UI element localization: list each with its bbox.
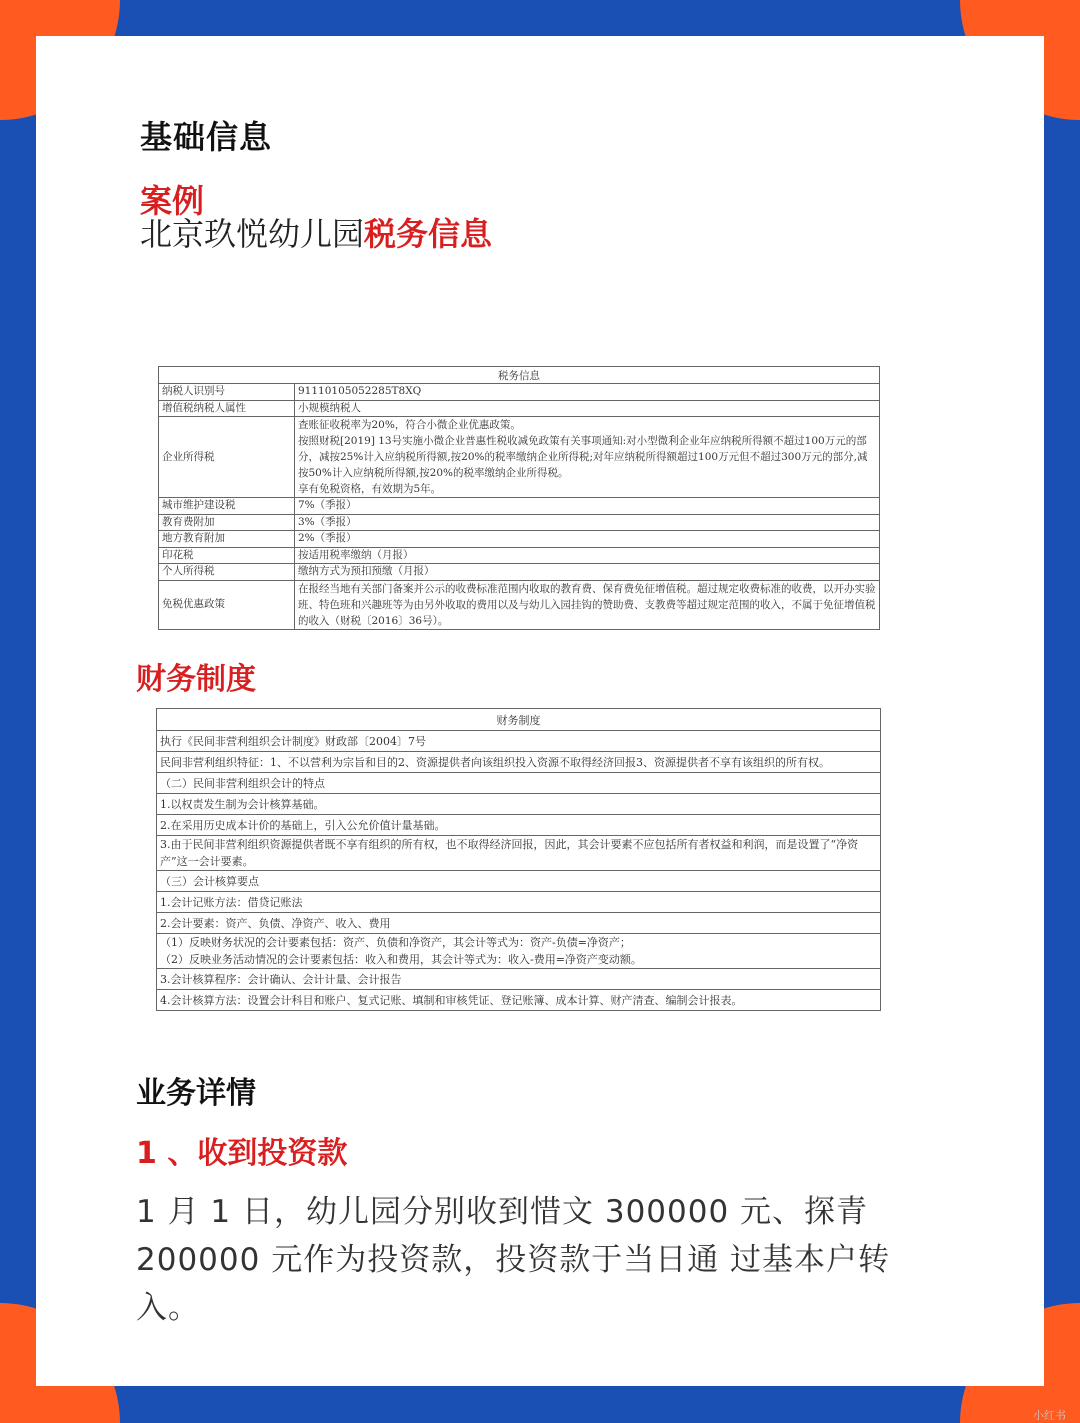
table-cell: 2.在采用历史成本计价的基础上，引入公允价值计量基础。	[157, 815, 881, 836]
table-key: 印花税	[159, 547, 295, 564]
table-key: 增值税纳税人属性	[159, 400, 295, 417]
table-key: 企业所得税	[159, 417, 295, 498]
table-row	[157, 773, 881, 794]
table-cell: 2.会计要素：资产、负债、净资产、收入、费用	[157, 913, 881, 934]
table-cell: （1）反映财务状况的会计要素包括：资产、负债和净资产，其会计等式为：资产-负债=净资产； （2）反映业务活动情况的会计要素包括：收入和费用，其会计等式为：收入-费用=净资产变动额。	[157, 934, 881, 969]
table-cell: 4.会计核算方法：设置会计科目和账户、复式记账、填制和审核凭证、登记账簿、成本计算、财产清查、编制会计报表。	[157, 990, 881, 1011]
table-key: 个人所得税	[159, 564, 295, 581]
table-row	[159, 384, 880, 401]
table-row	[159, 400, 880, 417]
table-cell: 1.以权责发生制为会计核算基础。	[157, 794, 881, 815]
finance-system-table	[156, 708, 881, 1011]
finance-heading: 财务制度	[136, 662, 256, 697]
table-value: 91110105052285T8XQ	[295, 384, 880, 401]
table-value: 小规模纳税人	[295, 400, 880, 417]
table-row	[159, 531, 880, 548]
table-value	[295, 417, 880, 498]
document-page	[36, 36, 1044, 1386]
table-cell: 1.会计记账方法：借贷记账法	[157, 892, 881, 913]
table-row	[157, 815, 881, 836]
table-key: 免税优惠政策	[159, 580, 295, 629]
table-value: 按适用税率缴纳（月报）	[295, 547, 880, 564]
table-cell: 民间非营利组织特征：1、不以营利为宗旨和目的2、资源提供者向该组织投入资源不取得经济回报3、资源提供者不享有该组织的所有权。	[157, 752, 881, 773]
table-value: 在报经当地有关部门备案并公示的收费标准范围内收取的教育费、保育费免征增值税。超过规定收费标准的收费，以开办实验班、特色班和兴趣班等为由另外收取的费用以及与幼儿入园挂钩的赞助费、支教费等超过规定范围的收入，不属于免征增值税的收入（财税〔2016〕36号）。	[295, 580, 880, 629]
table-row	[157, 990, 881, 1011]
table-cell: （三）会计核算要点	[157, 871, 881, 892]
table-cell: 3.会计核算程序：会计确认、会计计量、会计报告	[157, 969, 881, 990]
case-title-plain: 北京玖悦幼儿园	[140, 215, 365, 253]
table-row	[157, 836, 881, 871]
table-row	[157, 913, 881, 934]
item-1-heading: 1 、收到投资款	[136, 1136, 348, 1171]
table-row	[157, 871, 881, 892]
table-row	[159, 564, 880, 581]
table-row	[159, 580, 880, 629]
table-row	[157, 934, 881, 969]
table-row	[157, 892, 881, 913]
table-row	[159, 514, 880, 531]
tax-line: 按照财税[2019] 13号实施小微企业普惠性税收减免政策有关事项通知:对小型微利企业年应纳税所得额不超过100万元的部分，减按25%计入应纳税所得额,按20%的税率缴纳企业所得税;对年应纳税所得额超过100万元但不超过300万元的部分,减按50%计入应纳税所得额,按20%的税率缴纳企业所得税。	[298, 435, 868, 479]
table-value: 缴纳方式为预扣预缴（月报）	[295, 564, 880, 581]
table-value: 2%（季报）	[295, 531, 880, 548]
tax-table-title: 税务信息	[159, 367, 880, 384]
table-row	[159, 417, 880, 498]
case-title-red: 税务信息	[364, 215, 493, 253]
watermark: 小红书	[1033, 1409, 1066, 1422]
table-value: 7%（季报）	[295, 498, 880, 515]
basic-info-heading: 基础信息	[140, 118, 273, 156]
item-1-paragraph: 1 月 1 日，幼儿园分别收到惜文 300000 元、探青 200000 元作为投资款，投资款于当日通 过基本户转入。	[136, 1194, 891, 1326]
table-key: 纳税人识别号	[159, 384, 295, 401]
table-cell: 执行《民间非营利组织会计制度》财政部〔2004〕7号	[157, 731, 881, 752]
table-value: 3%（季报）	[295, 514, 880, 531]
tax-line: 查账征收税率为20%，符合小微企业优惠政策。	[298, 419, 521, 431]
table-row	[159, 498, 880, 515]
table-row	[157, 731, 881, 752]
table-cell: （二）民间非营利组织会计的特点	[157, 773, 881, 794]
business-details-heading: 业务详情	[136, 1076, 256, 1111]
table-key: 城市维护建设税	[159, 498, 295, 515]
case-title	[140, 212, 500, 256]
table-row	[157, 752, 881, 773]
table-cell: 3.由于民间非营利组织资源提供者既不享有组织的所有权，也不取得经济回报，因此，其会计要素不应包括所有者权益和利润，而是设置了“净资产”这一会计要素。	[157, 836, 881, 871]
table-key: 教育费附加	[159, 514, 295, 531]
table-row	[157, 969, 881, 990]
finance-table-title: 财务制度	[157, 709, 881, 731]
table-row	[159, 547, 880, 564]
tax-line: 享有免税资格，有效期为5年。	[298, 483, 442, 495]
table-key: 地方教育附加	[159, 531, 295, 548]
tax-info-table	[158, 366, 880, 630]
case-label: 案例	[140, 182, 205, 220]
table-row	[157, 794, 881, 815]
